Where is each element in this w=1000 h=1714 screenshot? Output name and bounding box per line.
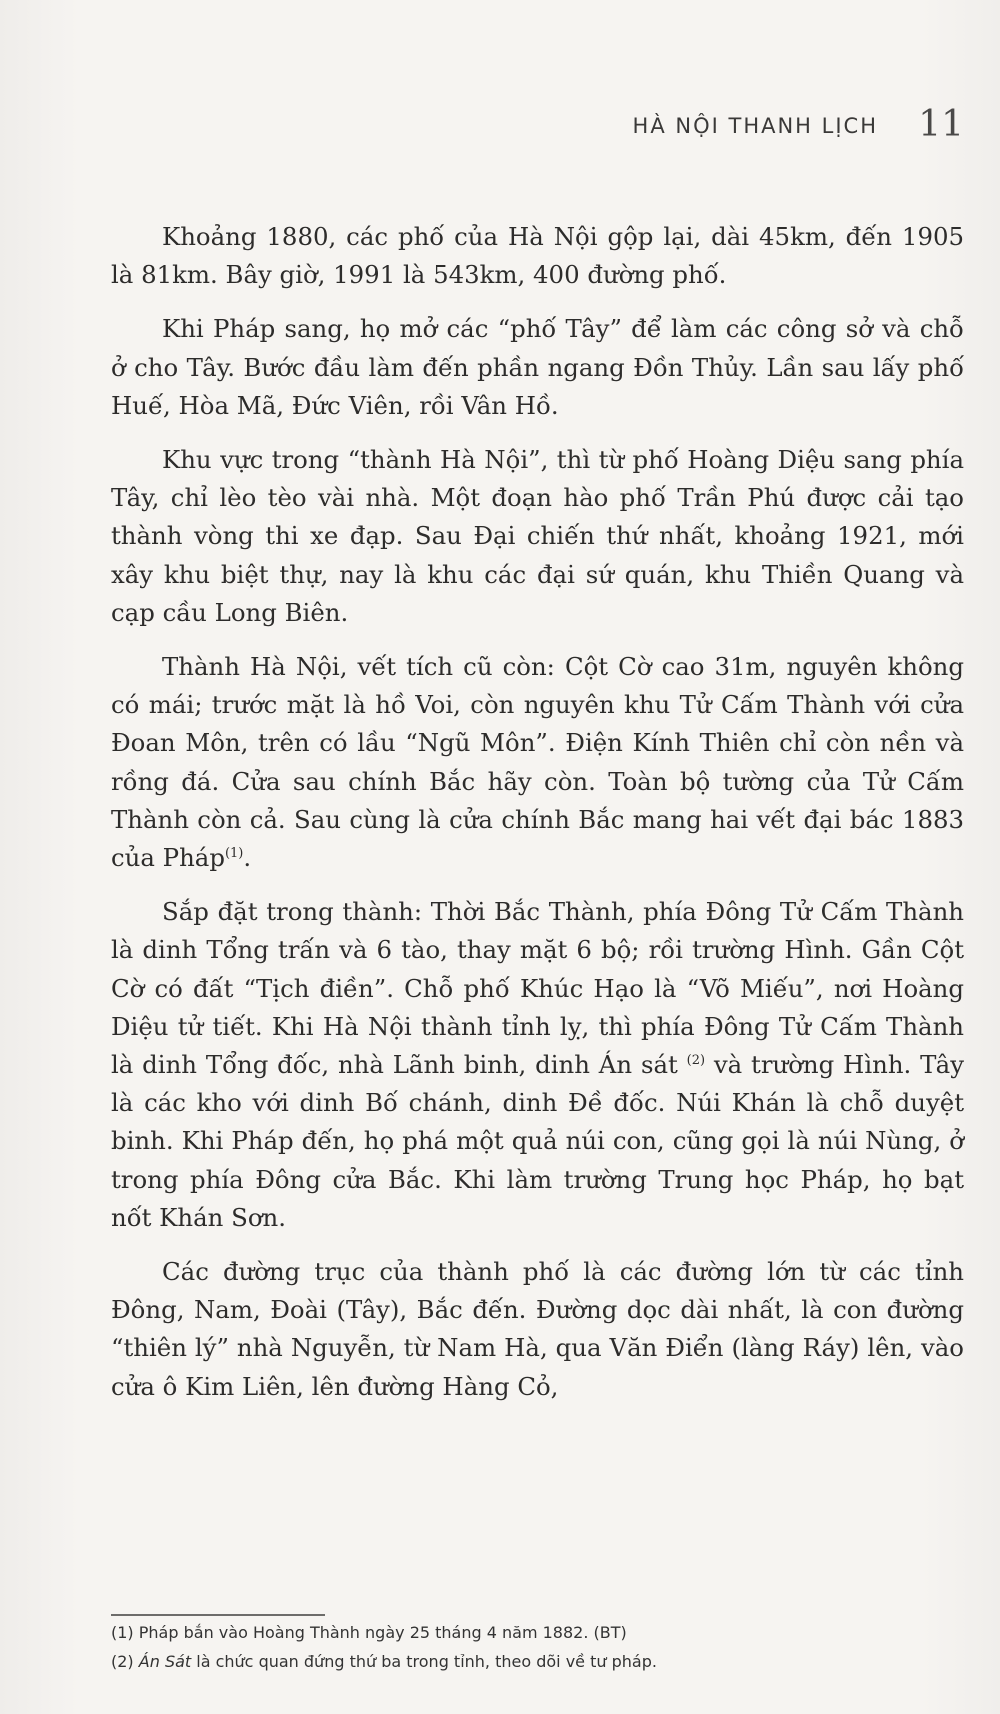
paragraph-2: Khi Pháp sang, họ mở các “phố Tây” để làm các công sở và chỗ ở cho Tây. Bước đầu làm đến phần ngang Đồn Thủy. Lần sau lấy phố Huế, Hòa Mã, Đức Viên, rồi Vân Hồ.	[111, 314, 964, 420]
footnote-marker: (1)	[111, 1623, 134, 1642]
footnote-text: là chức quan đứng thứ ba trong tỉnh, theo dõi về tư pháp.	[196, 1652, 657, 1671]
paragraph-4-text: Thành Hà Nội, vết tích cũ còn: Cột Cờ cao 31m, nguyên không có mái; trước mặt là hồ Voi, còn nguyên khu Tử Cấm Thành với cửa Đoan Môn, trên có lầu “Ngũ Môn”. Điện Kính Thiên chỉ còn nền và rồng đá. Cửa sau chính Bắc hãy còn. Toàn bộ tường của Tử Cấm Thành còn cả. Sau cùng là cửa chính Bắc mang hai vết đại bác 1883 của Pháp	[111, 652, 964, 873]
footnote-ref-1: (1)	[224, 845, 244, 861]
footnote-1	[111, 1618, 971, 1647]
paragraph-5-end: và trường Hình. Tây là các kho với dinh Bố chánh, dinh Đề đốc. Núi Khán là chỗ duyệt binh. Khi Pháp đến, họ phá một quả núi con, cũng gọi là núi Nùng, ở trong phía Đông cửa Bắc. Khi làm trường Trung học Pháp, họ bạt nốt Khán Sơn.	[111, 1050, 964, 1232]
page-number: 11	[918, 104, 964, 145]
footnote-italic-term: Án Sát	[138, 1652, 192, 1671]
paragraph-4	[111, 648, 964, 877]
body-text	[111, 218, 964, 1422]
footnote-text: Pháp bắn vào Hoàng Thành ngày 25 tháng 4 năm 1882. (BT)	[138, 1623, 627, 1642]
paragraph-1: Khoảng 1880, các phố của Hà Nội gộp lại, dài 45km, đến 1905 là 81km. Bây giờ, 1991 là 543km, 400 đường phố.	[111, 222, 964, 290]
footnote-divider	[111, 1614, 325, 1616]
footnotes	[111, 1618, 971, 1676]
paragraph-4-end: .	[243, 843, 252, 873]
page-header	[0, 104, 1000, 148]
footnote-2	[111, 1647, 971, 1676]
footnote-marker: (2)	[111, 1652, 134, 1671]
paragraph-6: Các đường trục của thành phố là các đường lớn từ các tỉnh Đông, Nam, Đoài (Tây), Bắc đến. Đường dọc dài nhất, là con đường “thiên lý” nhà Nguyễn, từ Nam Hà, qua Văn Điển (làng Ráy) lên, vào cửa ô Kim Liên, lên đường Hàng Cỏ,	[111, 1257, 964, 1401]
paragraph-3: Khu vực trong “thành Hà Nội”, thì từ phố Hoàng Diệu sang phía Tây, chỉ lèo tèo vài nhà. Một đoạn hào phố Trần Phú được cải tạo thành vòng thi xe đạp. Sau Đại chiến thứ nhất, khoảng 1921, mới xây khu biệt thự, nay là khu các đại sứ quán, khu Thiền Quang và cạp cầu Long Biên.	[111, 445, 964, 627]
running-head: HÀ NỘI THANH LỊCH	[632, 114, 878, 138]
footnote-ref-2: (2)	[686, 1052, 706, 1068]
paragraph-5	[111, 893, 964, 1237]
paragraph-5-text: Sắp đặt trong thành: Thời Bắc Thành, phía Đông Tử Cấm Thành là dinh Tổng trấn và 6 tào, thay mặt 6 bộ; rồi trường Hình. Gần Cột Cờ có đất “Tịch điền”. Chỗ phố Khúc Hạo là “Võ Miếu”, nơi Hoàng Diệu tử tiết. Khi Hà Nội thành tỉnh lỵ, thì phía Đông Tử Cấm Thành là dinh Tổng đốc, nhà Lãnh binh, dinh Án sát	[111, 897, 964, 1080]
